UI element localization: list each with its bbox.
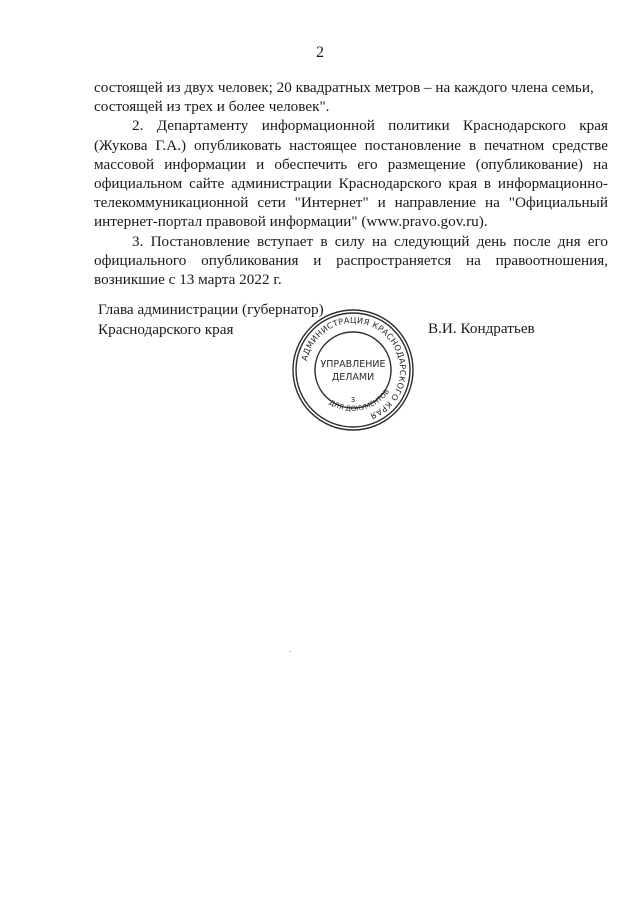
document-body xyxy=(94,78,608,289)
paragraph-continued-line-2: состоящей из трех и более человек". xyxy=(94,98,330,116)
paragraph-continued-line-1: состоящей из двух человек; 20 квадратных метров – на каждого члена семьи, xyxy=(94,79,594,96)
stamp-center-line-1: УПРАВЛЕНИЕ xyxy=(320,359,386,370)
stamp-ring-text: АДМИНИСТРАЦИЯ КРАСНОДАРСКОГО КРАЯ xyxy=(298,314,409,422)
paragraph-item-2: 2. Департаменту информационной политики Краснодарского края (Жукова Г.А.) опубликовать настоящее постановление в печатном средстве массовой информации и обеспечить его размещение (опубликование) на официальном сайте администрации Краснодарского края в информационно-телекоммуникационной сети "Интернет" и направление на "Официальный интернет-портал правовой информации" (www.pravo.gov.ru). xyxy=(94,117,608,231)
stamp-bottom-text: ДЛЯ ДОКУМЕНТОВ xyxy=(327,387,392,413)
signatory-post-line-1: Глава администрации (губернатор) xyxy=(98,301,324,318)
paragraph-item-3: 3. Постановление вступает в силу на следующий день после дня его официального опубликования и распространяется на правоотношения, возникшие с 13 марта 2022 г. xyxy=(94,232,608,289)
stamp-number: 3 xyxy=(350,396,356,404)
page-number: 2 xyxy=(316,44,324,61)
scan-speck xyxy=(289,651,291,652)
official-stamp xyxy=(288,305,418,435)
stamp-center-line-2: ДЕЛАМИ xyxy=(331,372,375,383)
signatory-post-line-2: Краснодарского края xyxy=(98,320,234,338)
signatory-name: В.И. Кондратьев xyxy=(428,320,535,337)
stamp-seal-icon xyxy=(288,305,418,435)
